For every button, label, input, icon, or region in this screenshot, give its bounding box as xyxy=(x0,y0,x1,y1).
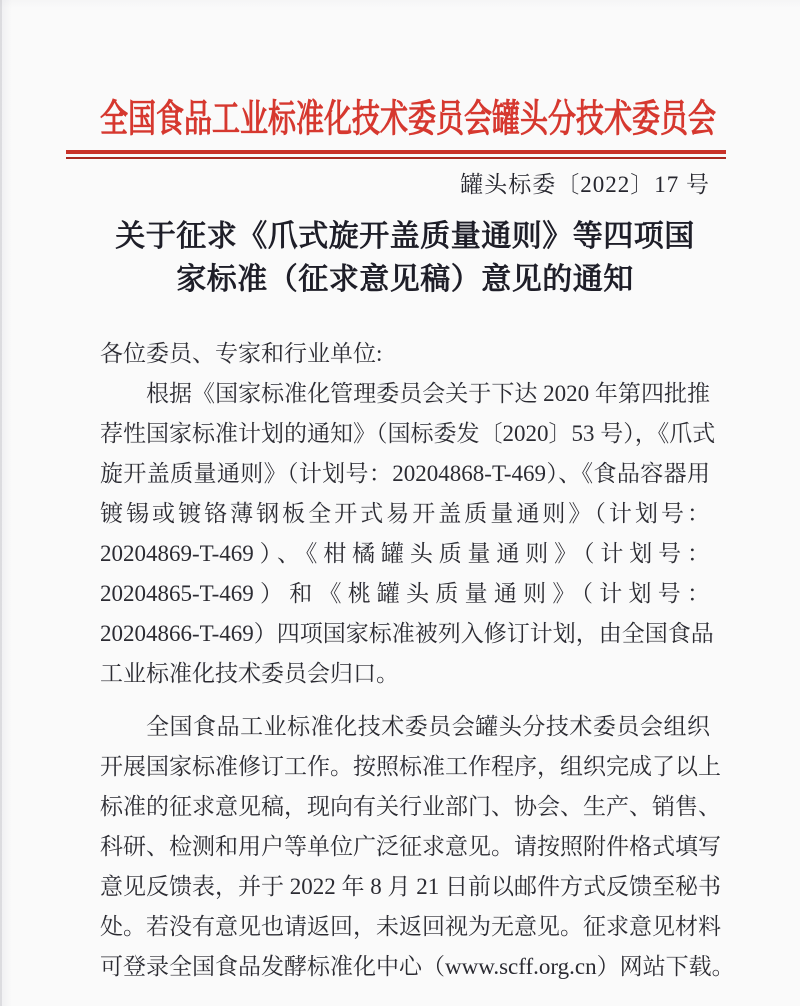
paragraph-1 xyxy=(100,374,716,694)
document-body xyxy=(100,334,735,987)
body-line: 工业标准化技术委员会归口。 xyxy=(100,661,399,686)
body-line: 标准的征求意见稿，现向有关行业部门、协会、生产、销售、 xyxy=(100,794,721,819)
body-line: 全国食品工业标准化技术委员会罐头分技术委员会组织 xyxy=(146,714,710,739)
body-line: 科研、检测和用户等单位广泛征求意见。请按照附件格式填写 xyxy=(100,834,721,859)
salutation: 各位委员、专家和行业单位: xyxy=(100,341,383,366)
issuing-org-banner: 全国食品工业标准化技术委员会罐头分技术委员会 xyxy=(100,98,717,141)
body-line: 处。若没有意见也请返回，未返回视为无意见。征求意见材料 xyxy=(100,914,721,939)
body-line: 20204866-T-469）四项国家标准被列入修订计划，由全国食品 xyxy=(100,621,714,646)
body-line: 20204865-T-469）和《桃罐头质量通则》（计划号： xyxy=(100,581,710,606)
body-line: 镀锡或镀铬薄钢板全开式易开盖质量通则》（计划号： xyxy=(100,501,710,526)
body-line: 20204869-T-469）、《柑橘罐头质量通则》（计划号： xyxy=(100,541,710,566)
document-number: 罐头标委〔2022〕17 号 xyxy=(460,172,710,197)
paragraph-2 xyxy=(100,707,735,987)
document-title xyxy=(100,215,710,301)
body-line: 根据《国家标准化管理委员会关于下达 2020 年第四批推 xyxy=(146,381,710,406)
body-line: 意见反馈表，并于 2022 年 8 月 21 日前以邮件方式反馈至秘书 xyxy=(100,874,721,899)
body-line: 旋开盖质量通则》（计划号：20204868-T-469）、《食品容器用 xyxy=(100,461,710,486)
document-title-line-1: 关于征求《爪式旋开盖质量通则》等四项国 xyxy=(115,220,695,253)
body-line: 荐性国家标准计划的通知》（国标委发〔2020〕53 号），《爪式 xyxy=(100,421,716,446)
document-title-line-2: 家标准（征求意见稿）意见的通知 xyxy=(176,263,634,296)
body-line: 可登录全国食品发酵标准化中心（www.scff.org.cn）网站下载。 xyxy=(100,954,735,979)
body-line: 开展国家标准修订工作。按照标准工作程序，组织完成了以上 xyxy=(100,754,721,779)
